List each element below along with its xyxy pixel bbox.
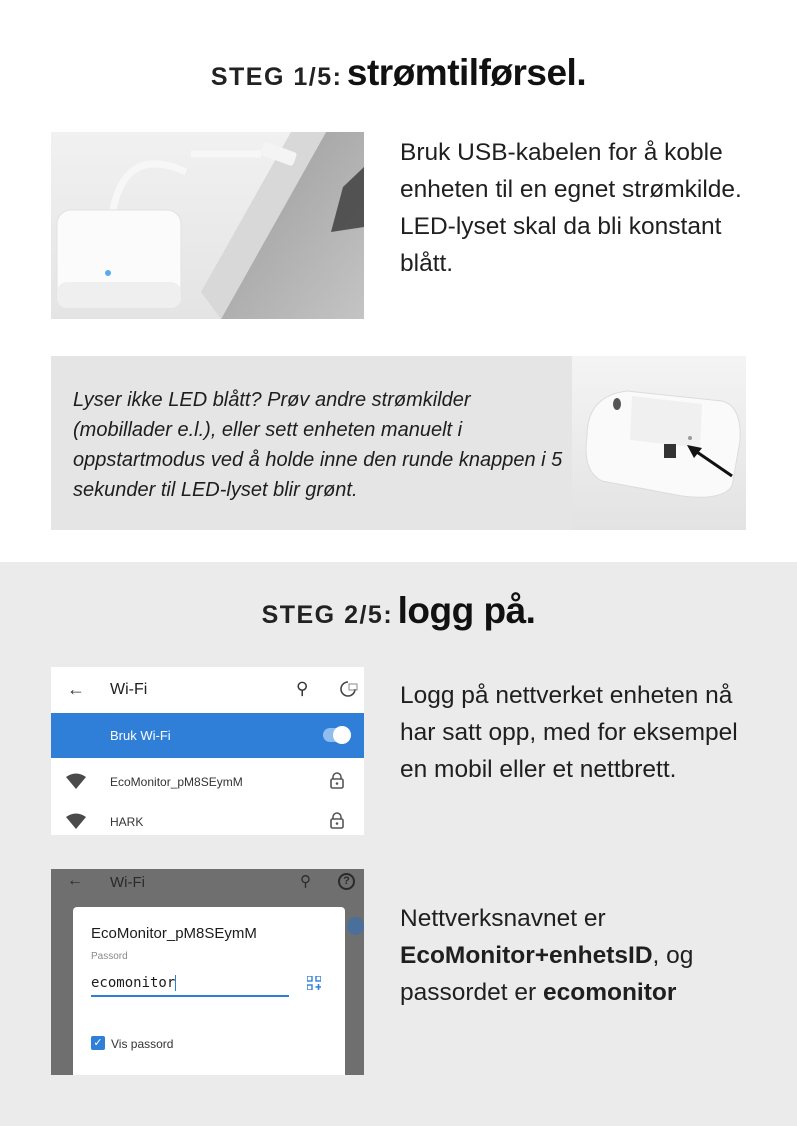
- wifi-network-name: HARK: [110, 815, 144, 829]
- password-dialog-screenshot: [51, 869, 364, 1075]
- text-caret: [175, 975, 176, 991]
- search-icon: ⚲: [296, 679, 309, 698]
- wifi-screen-title: Wi-Fi: [110, 874, 145, 891]
- step1-title: strømtilførsel.: [346, 52, 587, 93]
- wifi-network-name: EcoMonitor_pM8SEymM: [110, 775, 243, 789]
- back-arrow-icon: ←: [67, 679, 85, 699]
- credentials-text-2: , og passordet er: [400, 942, 694, 1006]
- device-button-photo: [572, 356, 746, 530]
- show-password-label: Vis passord: [111, 1037, 174, 1051]
- search-icon: ⚲: [300, 873, 311, 890]
- wifi-screen-title: Wi-Fi: [110, 681, 148, 698]
- qr-code-icon: [307, 976, 321, 990]
- lock-icon: [330, 772, 344, 789]
- help-icon: ?: [338, 873, 355, 890]
- wifi-signal-icon: [66, 813, 86, 829]
- wifi-toggle-label: Bruk Wi-Fi: [110, 728, 171, 743]
- wifi-toggle-switch: [323, 728, 349, 742]
- step2-credentials-description: [400, 900, 760, 1011]
- step1-section: [0, 0, 797, 562]
- password-bold: ecomonitor: [543, 979, 677, 1006]
- step2-title: logg på.: [397, 590, 536, 631]
- credentials-text-1: Nettverksnavnet er: [400, 905, 606, 932]
- step1-description: Bruk USB-kabelen for å koble enheten til en egnet strømkilde. LED-lyset skal da bli konstant blått.: [400, 139, 742, 277]
- step1-label: STEG 1/5:: [210, 63, 343, 91]
- step2-label: STEG 2/5:: [261, 601, 394, 629]
- lock-icon: [330, 812, 344, 829]
- back-arrow-icon: ←: [67, 872, 83, 889]
- dialog-network-name: EcoMonitor_pM8SEymM: [91, 925, 257, 942]
- network-name-bold: EcoMonitor+enhetsID: [400, 942, 653, 969]
- wifi-network-row: [51, 762, 364, 802]
- wifi-list-screenshot: [51, 667, 364, 835]
- wifi-app-bar: [51, 667, 364, 713]
- wifi-signal-icon: [66, 773, 86, 789]
- troubleshooting-tip-box: [51, 356, 746, 530]
- checkbox-checked-icon: ✓: [91, 1036, 105, 1050]
- password-value: ecomonitor: [91, 975, 176, 991]
- usb-device-photo: [51, 132, 364, 319]
- password-dialog: [73, 907, 345, 1075]
- wifi-settings-icon: [338, 680, 358, 698]
- toggle-edge: [347, 917, 364, 935]
- wifi-network-row: [51, 802, 364, 835]
- step2-description: Logg på nettverket enheten nå har satt opp, med for eksempel en mobil eller et nettbrett.: [400, 682, 738, 783]
- step2-heading: [0, 590, 797, 632]
- password-label: Passord: [91, 951, 128, 962]
- step1-heading: [0, 52, 797, 94]
- wifi-toggle-row: [51, 713, 364, 758]
- troubleshooting-tip-text: Lyser ikke LED blått? Prøv andre strømkilder (mobillader e.l.), eller sett enheten manuelt i oppstartmodus ved å holde inne den runde knappen i 5 sekunder til LED-lyset blir grønt.: [73, 389, 563, 501]
- switch-knob: [333, 726, 351, 744]
- password-field: [91, 973, 289, 997]
- wifi-app-bar-dimmed: [51, 869, 364, 895]
